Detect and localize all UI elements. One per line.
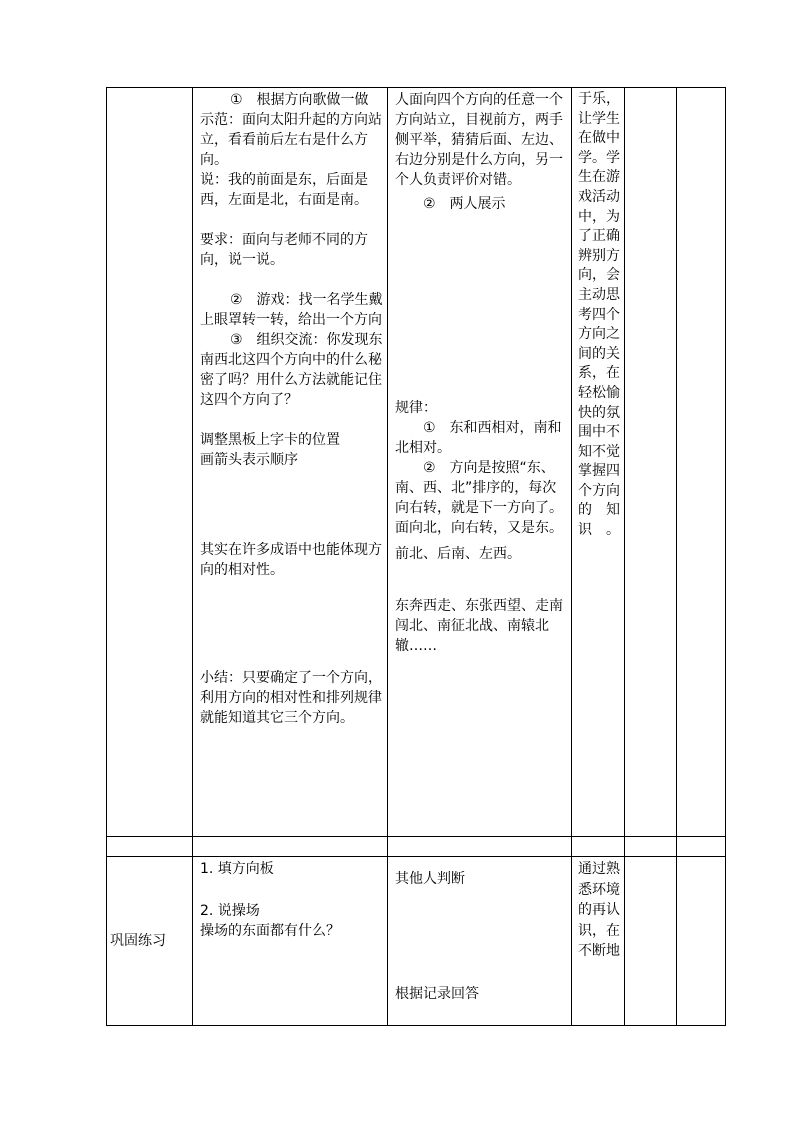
teacher-activity-cell — [200, 90, 384, 728]
adjust-text-1: 调整黑板上字卡的位置 — [200, 432, 340, 448]
table-row-divider-2 — [106, 856, 726, 857]
table-col-divider-5 — [676, 87, 677, 1026]
pair-activity-text: 人面向四个方向的任意一个方向站立，目视前方，两手侧平举，猜猜后面、左边、右边分别是什么方向，另一个人负责评价对错。 — [395, 92, 563, 188]
require-text: 要求：面向与老师不同的方向，说一说。 — [200, 232, 368, 268]
practice-item-1: 1. 填方向板 — [200, 861, 274, 877]
summary-text: 小结：只要确定了一个方向，利用方向的相对性和排列规律就能知道其它三个方向。 — [200, 670, 382, 726]
practice-intent-cell: 通过熟悉环境的再认识，在不断地 — [578, 861, 620, 959]
table-col-divider-1 — [192, 87, 193, 1026]
table-border-right — [725, 87, 726, 1026]
demo-text: 示范：面向太阳升起的方向站立，看看前后左右是什么方向。 — [200, 112, 382, 168]
table-border-left — [106, 87, 107, 1026]
step-3-text: ③ 组织交流：你发现东南西北这四个方向中的什么秘密了吗？用什么方法就能记住这四个方向了？ — [200, 332, 383, 408]
practice-student-cell — [395, 869, 568, 1004]
table-col-divider-2 — [387, 87, 388, 1026]
step-1-text: ① 根据方向歌做一做 — [230, 92, 369, 108]
step-2-text: ② 游戏：找一名学生戴上眼罩转一转，给出一个方向 — [200, 292, 383, 328]
rule-2-text: ② 方向是按照“东、南、西、北”排序的，每次向右转，就是下一方向了。面向北，向右转，又是东。 — [395, 460, 563, 536]
say-text: 说：我的前面是东，后面是西，左面是北，右面是南。 — [200, 172, 368, 208]
rule-title: 规律： — [395, 400, 437, 416]
idiom-intro-text: 其实在许多成语中也能体现方向的相对性。 — [200, 542, 382, 578]
table-col-divider-4 — [624, 87, 625, 1026]
practice-teacher-cell — [200, 859, 384, 941]
show-text: ② 两人展示 — [423, 196, 506, 212]
practice-item-2: 2. 说操场 — [200, 903, 260, 919]
table-row-divider-1 — [106, 836, 726, 837]
rule-1-text: ① 东和西相对，南和北相对。 — [395, 420, 562, 456]
design-intent-cell: 于乐，让学生在做中学。学生在游戏活动中，为了正确辨别方向，会主动思考四个方向之间的关系，在轻松愉快的氛围中不知不觉掌握四个方向的知识。 — [578, 91, 620, 539]
practice-question: 操场的东面都有什么？ — [200, 923, 340, 939]
table-col-divider-3 — [571, 87, 572, 1026]
idioms-text: 东奔西走、东张西望、走南闯北、南征北战、南辕北辙…… — [395, 598, 563, 654]
adjust-text-2: 画箭头表示顺序 — [200, 452, 298, 468]
student-activity-cell — [395, 90, 568, 656]
pairs-text: 前北、后南、左西。 — [395, 546, 521, 562]
table-border-bottom — [106, 1025, 726, 1026]
consolidation-label: 巩固练习 — [110, 933, 166, 949]
table-border-top — [106, 87, 726, 88]
answer-text: 根据记录回答 — [395, 986, 479, 1002]
judge-text: 其他人判断 — [395, 871, 465, 887]
